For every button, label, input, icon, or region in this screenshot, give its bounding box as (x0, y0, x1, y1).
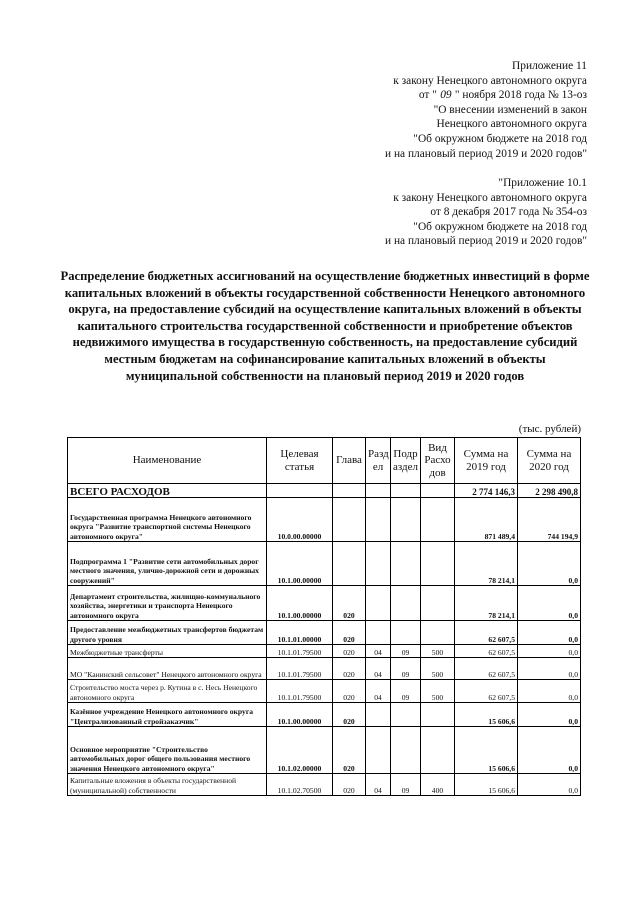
cell-section (366, 484, 391, 498)
cell-subsection (391, 586, 421, 621)
cell-sum-2020: 0,0 (518, 680, 581, 703)
cell-chapter (333, 484, 366, 498)
cell-section: 04 (366, 658, 391, 680)
date-suffix: " ноября 2018 года № 13-оз (454, 89, 587, 102)
cell-sum-2019: 62 607,5 (455, 680, 518, 703)
appendix-original-block (385, 176, 587, 249)
cell-subsection (391, 542, 421, 586)
cell-sum-2020: 0,0 (518, 586, 581, 621)
appendix-amendment-block (385, 59, 587, 161)
cell-chapter (333, 542, 366, 586)
cell-exp-type (421, 727, 455, 774)
cell-sum-2020: 744 194,9 (518, 498, 581, 542)
cell-section (366, 542, 391, 586)
appendix-orig-date: от 8 декабря 2017 года № 354-оз (430, 206, 587, 219)
cell-section: 04 (366, 680, 391, 703)
appendix-orig-title-1: "Об окружном бюджете на 2018 год (413, 220, 587, 233)
cell-sum-2020: 0,0 (518, 645, 581, 658)
cell-sum-2020: 2 298 490,8 (518, 484, 581, 498)
cell-exp-type (421, 498, 455, 542)
cell-exp-type (421, 703, 455, 727)
cell-section: 04 (366, 645, 391, 658)
cell-subsection: 09 (391, 645, 421, 658)
table-row (68, 498, 581, 542)
cell-exp-type (421, 621, 455, 645)
cell-sum-2019: 15 606,6 (455, 727, 518, 774)
appendix-law-title-1: "О внесении изменений в закон (433, 103, 587, 116)
cell-sum-2019: 78 214,1 (455, 586, 518, 621)
appendix-date-line (385, 88, 587, 103)
document-title: Распределение бюджетных ассигнований на осуществление бюджетных инвестиций в форме капитальных вложений в объекты государственной собственности Ненецкого автономного округа, на предоставление субсидий на осуществление капитальных вложений в объекты капитального строительства государственной собственности и приобретение объектов недвижимого имущества в государственную собственность, на предоставление субсидий местным бюджетам на софинансирование капитальных вложений в объекты муниципальной собственности на плановый период 2019 и 2020 годов (60, 269, 590, 383)
cell-section (366, 586, 391, 621)
appendix-law-title-2: Ненецкого автономного округа (436, 118, 587, 131)
header-subsection: Подр аздел (391, 438, 421, 484)
cell-chapter: 020 (333, 658, 366, 680)
cell-chapter: 020 (333, 727, 366, 774)
appendix-number: Приложение 11 (512, 60, 587, 72)
cell-sum-2019: 15 606,6 (455, 703, 518, 727)
cell-chapter: 020 (333, 703, 366, 727)
cell-section: 04 (366, 774, 391, 796)
table-row (68, 680, 581, 703)
units-label: (тыс. рублей) (518, 423, 581, 435)
appendix-orig-title-2: и на плановый период 2019 и 2020 годов" (385, 235, 587, 248)
cell-name: Межбюджетные трансферты (68, 645, 267, 658)
table-header-row (68, 438, 581, 484)
cell-exp-type (421, 542, 455, 586)
header-expense-type: Вид Расхо дов (421, 438, 455, 484)
cell-chapter (333, 498, 366, 542)
table-row (68, 774, 581, 796)
header-section: Разд ел (366, 438, 391, 484)
cell-name: Основное мероприятие "Строительство автомобильных дорог общего пользования местного значения Ненецкого автономного округа" (68, 727, 267, 774)
table-row (68, 484, 581, 498)
cell-exp-type (421, 586, 455, 621)
header-target: Целевая статья (267, 438, 333, 484)
cell-section (366, 703, 391, 727)
cell-sum-2020: 0,0 (518, 774, 581, 796)
cell-chapter: 020 (333, 774, 366, 796)
cell-subsection: 09 (391, 680, 421, 703)
cell-subsection: 09 (391, 774, 421, 796)
cell-target: 10.1.02.00000 (267, 727, 333, 774)
cell-exp-type: 400 (421, 774, 455, 796)
cell-target: 10.1.01.79500 (267, 680, 333, 703)
cell-subsection (391, 703, 421, 727)
cell-name: Казённое учреждение Ненецкого автономного округа "Централизованный стройзаказчик" (68, 703, 267, 727)
table-row (68, 542, 581, 586)
header-sum-2020: Сумма на 2020 год (518, 438, 581, 484)
budget-table (67, 437, 581, 796)
cell-section (366, 621, 391, 645)
cell-exp-type: 500 (421, 680, 455, 703)
cell-exp-type: 500 (421, 658, 455, 680)
cell-name: МО "Канинский сельсовет" Ненецкого автономного округа (68, 658, 267, 680)
cell-section (366, 498, 391, 542)
cell-subsection (391, 498, 421, 542)
cell-subsection (391, 484, 421, 498)
table-row (68, 586, 581, 621)
table-row (68, 658, 581, 680)
cell-target: 10.1.00.00000 (267, 703, 333, 727)
cell-chapter: 020 (333, 645, 366, 658)
cell-sum-2019: 15 606,6 (455, 774, 518, 796)
header-name: Наименование (68, 438, 267, 484)
table-row (68, 727, 581, 774)
cell-name: Предоставление межбюджетных трансфертов бюджетам другого уровня (68, 621, 267, 645)
cell-subsection (391, 621, 421, 645)
cell-target (267, 484, 333, 498)
header-chapter: Глава (333, 438, 366, 484)
cell-name: Государственная программа Ненецкого автономного округа "Развитие транспортной системы Ненецкого автономного округа" (68, 498, 267, 542)
cell-target: 10.1.01.79500 (267, 645, 333, 658)
cell-chapter: 020 (333, 621, 366, 645)
cell-section (366, 727, 391, 774)
cell-target: 10.1.00.00000 (267, 542, 333, 586)
appendix-law-title-4: и на плановый период 2019 и 2020 годов" (385, 147, 587, 160)
cell-sum-2020: 0,0 (518, 658, 581, 680)
header-sum-2019: Сумма на 2019 год (455, 438, 518, 484)
cell-target: 10.1.02.70500 (267, 774, 333, 796)
cell-sum-2020: 0,0 (518, 703, 581, 727)
appendix-law-ref: к закону Ненецкого автономного округа (393, 74, 587, 87)
cell-sum-2019: 62 607,5 (455, 645, 518, 658)
cell-sum-2019: 62 607,5 (455, 658, 518, 680)
cell-sum-2020: 0,0 (518, 542, 581, 586)
cell-sum-2019: 62 607,5 (455, 621, 518, 645)
cell-sum-2019: 871 489,4 (455, 498, 518, 542)
cell-subsection (391, 727, 421, 774)
cell-name: Строительство моста через р. Кутина в с. Несь Ненецкого автономного округа (68, 680, 267, 703)
cell-sum-2019: 2 774 146,3 (455, 484, 518, 498)
cell-name: ВСЕГО РАСХОДОВ (68, 484, 267, 498)
cell-chapter: 020 (333, 586, 366, 621)
table-row (68, 621, 581, 645)
cell-exp-type (421, 484, 455, 498)
cell-target: 10.1.01.00000 (267, 621, 333, 645)
cell-target: 10.1.01.79500 (267, 658, 333, 680)
appendix-law-title-3: "Об окружном бюджете на 2018 год (413, 132, 587, 145)
cell-name: Департамент строительства, жилищно-коммунального хозяйства, энергетики и транспорта Ненецкого автономного округа (68, 586, 267, 621)
cell-name: Капитальные вложения в объекты государственной (муниципальной) собственности (68, 774, 267, 796)
table-row (68, 703, 581, 727)
cell-sum-2020: 0,0 (518, 727, 581, 774)
cell-target: 10.1.00.00000 (267, 586, 333, 621)
cell-target: 10.0.00.00000 (267, 498, 333, 542)
handwritten-day: 09 (440, 89, 452, 102)
appendix-orig-law-ref: к закону Ненецкого автономного округа (393, 191, 587, 204)
cell-name: Подпрограмма 1 "Развитие сети автомобильных дорог местного значения, улично-дорожной сети и дорожных сооружений" (68, 542, 267, 586)
date-prefix: от " (418, 89, 437, 102)
cell-subsection: 09 (391, 658, 421, 680)
cell-exp-type: 500 (421, 645, 455, 658)
cell-sum-2020: 0,0 (518, 621, 581, 645)
cell-sum-2019: 78 214,1 (455, 542, 518, 586)
table-row (68, 645, 581, 658)
cell-chapter: 020 (333, 680, 366, 703)
appendix-orig-number: "Приложение 10.1 (498, 177, 587, 189)
